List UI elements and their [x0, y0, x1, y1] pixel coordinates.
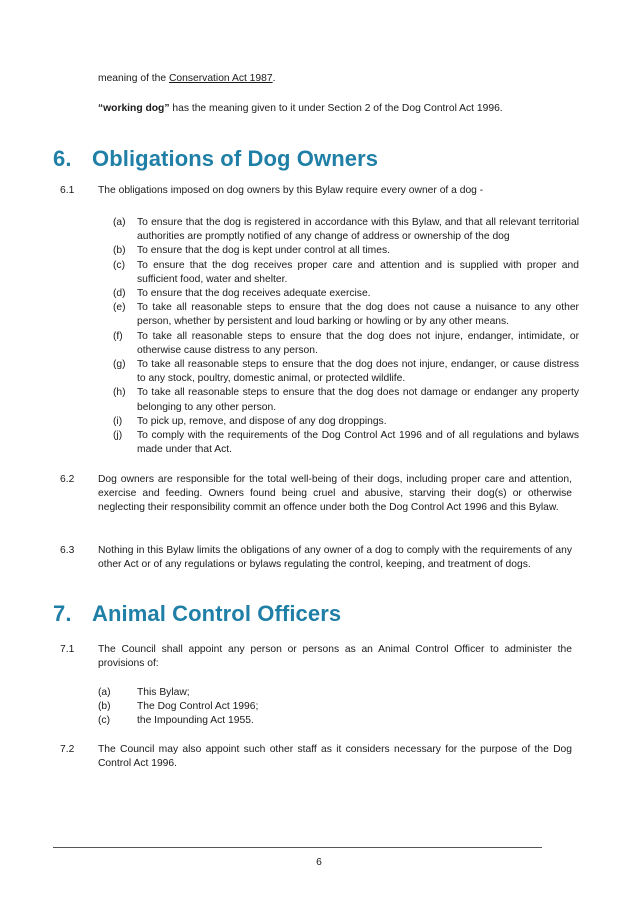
working-dog-definition — [98, 102, 571, 116]
item-text: To ensure that the dog receives adequate exercise. — [137, 288, 371, 300]
intro-text: meaning of the — [98, 73, 169, 84]
list-item — [98, 700, 398, 714]
clause-text: Nothing in this Bylaw limits the obligations of any owner of a dog to comply with the requirements of any other Act or of any regulations or bylaws regulating the control, keeping, and treatment of dogs. — [98, 545, 572, 571]
item-text: To ensure that the dog is kept under control at all times. — [137, 245, 390, 257]
list-item — [113, 386, 579, 414]
page-number: 6 — [316, 857, 322, 868]
list-item — [113, 330, 579, 358]
footer-divider — [53, 847, 542, 848]
list-item — [113, 259, 579, 287]
item-text: To ensure that the dog receives proper care and attention and is supplied with proper and sufficient food, water and shelter. — [137, 259, 579, 285]
item-label: (b) — [98, 701, 111, 713]
conservation-act-paragraph — [98, 72, 571, 86]
clause-text: The Council shall appoint any person or persons as an Animal Control Officer to administer the provisions of: — [98, 644, 572, 670]
item-label: (e) — [113, 302, 126, 314]
item-text: To comply with the requirements of the Dog Control Act 1996 and of all regulations and bylaws made under that Act. — [137, 430, 579, 456]
item-text: The Dog Control Act 1996; — [137, 701, 259, 713]
item-label: (c) — [113, 259, 126, 271]
item-label: (j) — [113, 430, 123, 442]
list-item — [113, 301, 579, 329]
item-text: To pick up, remove, and dispose of any dog droppings. — [137, 415, 387, 427]
item-text: To take all reasonable steps to ensure that the dog does not damage or endanger any property belonging to any other person. — [137, 387, 579, 413]
item-text: To take all reasonable steps to ensure that the dog does not injure, endanger, intimidate, or otherwise cause distress to any person. — [137, 330, 579, 356]
clause-6-1 — [60, 184, 572, 198]
clause-number: 7.2 — [60, 744, 75, 755]
working-dog-text: has the meaning given to it under Section 2 of the Dog Control Act 1996. — [169, 103, 503, 114]
clause-7-1 — [60, 643, 572, 671]
administered-provisions-list — [98, 686, 398, 729]
item-text: the Impounding Act 1955. — [137, 715, 254, 727]
section-6-heading — [53, 146, 378, 172]
item-text: To take all reasonable steps to ensure that the dog does not cause a nuisance to any other person, whether by persistent and loud barking or howling or by any other means. — [137, 302, 579, 328]
clause-text: The obligations imposed on dog owners by this Bylaw require every owner of a dog - — [98, 185, 484, 196]
section-7-title: Animal Control Officers — [92, 601, 342, 626]
item-label: (i) — [113, 415, 123, 427]
list-item — [113, 216, 579, 244]
list-item — [113, 358, 579, 386]
clause-number: 6.2 — [60, 474, 75, 485]
list-item — [113, 429, 579, 457]
clause-text: The Council may also appoint such other staff as it considers necessary for the purpose of the Dog Control Act 1996. — [98, 744, 572, 770]
section-7-number: 7. — [53, 601, 72, 626]
working-dog-term: “working dog” — [98, 103, 170, 114]
item-text: This Bylaw; — [137, 687, 190, 698]
clause-7-2 — [60, 743, 572, 771]
clause-number: 6.3 — [60, 545, 75, 556]
item-label: (d) — [113, 288, 126, 300]
clause-number: 7.1 — [60, 644, 75, 655]
conservation-act-link[interactable]: Conservation Act 1987 — [168, 73, 273, 84]
item-label: (g) — [113, 359, 126, 371]
owner-obligations-list — [113, 216, 579, 457]
intro-suffix: . — [272, 73, 276, 84]
list-item — [113, 244, 579, 258]
section-6-number: 6. — [53, 146, 72, 171]
item-label: (a) — [113, 217, 126, 228]
clause-6-2 — [60, 473, 572, 516]
item-text: To ensure that the dog is registered in accordance with this Bylaw, and that all relevant territorial authorities are promptly notified of any change of address or ownership of the dog — [137, 217, 579, 243]
item-label: (b) — [113, 245, 126, 257]
item-label: (a) — [98, 687, 111, 698]
clause-6-3 — [60, 544, 572, 572]
item-text: To take all reasonable steps to ensure that the dog does not injure, endanger, or cause distress to any stock, poultry, domestic animal, or protected wildlife. — [137, 359, 579, 385]
item-label: (h) — [113, 387, 126, 399]
list-item — [98, 686, 398, 700]
clause-text: Dog owners are responsible for the total well-being of their dogs, including proper care and attention, exercise and feeding. Owners found being cruel and abusive, starving their dog(s) or otherwise neglecting their responsibility commit an offence under both the Dog Control Act 1996 and this Bylaw. — [98, 474, 572, 514]
section-6-title: Obligations of Dog Owners — [92, 146, 379, 171]
clause-number: 6.1 — [60, 185, 75, 196]
list-item — [98, 714, 398, 728]
item-label: (f) — [113, 330, 123, 342]
list-item — [113, 287, 579, 301]
list-item — [113, 415, 579, 429]
item-label: (c) — [98, 715, 111, 727]
section-7-heading — [53, 601, 341, 627]
